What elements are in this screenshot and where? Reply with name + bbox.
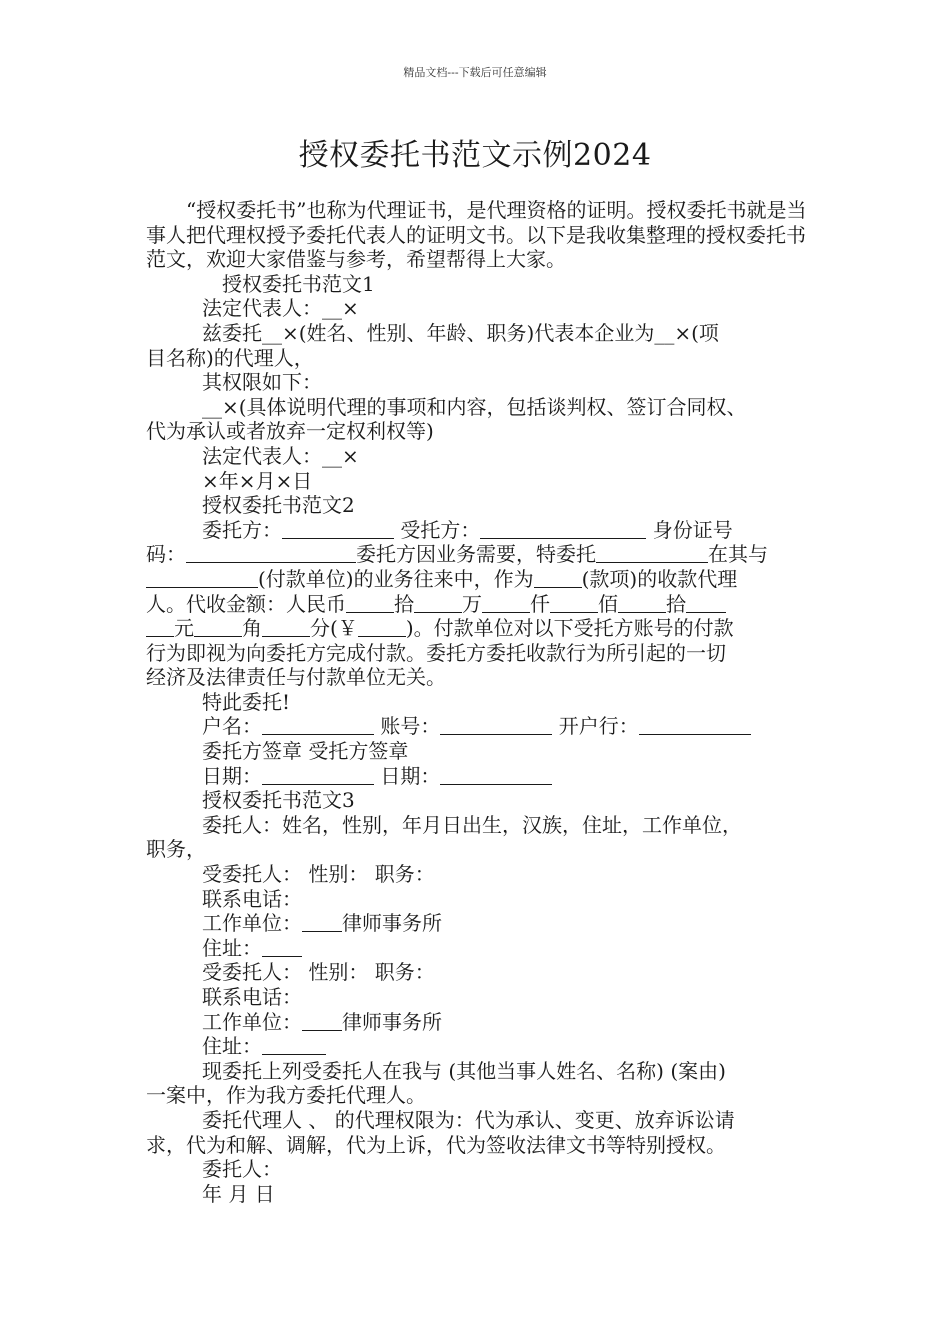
work-unit-line-2 <box>146 1010 814 1035</box>
section-3-heading: 授权委托书范文3 <box>202 788 355 813</box>
reason-line <box>146 542 814 567</box>
work-unit-label: 工作单位： <box>202 911 302 936</box>
principal-line-cont: 职务， <box>146 837 206 862</box>
document-title: 授权委托书范文示例2024 <box>298 138 652 173</box>
entrust-line: 现委托上列受委托人在我与 (其他当事人姓名、名称) (案由) <box>202 1058 726 1083</box>
in-with-text: 在其与 <box>708 542 768 567</box>
principal-blank[interactable] <box>282 520 394 539</box>
amount-blank[interactable] <box>414 594 462 613</box>
amount-line <box>146 592 814 617</box>
agent-line: 受委托人： 性别： 职务： <box>202 862 435 887</box>
amount-line-cont <box>146 616 814 641</box>
amount-blank[interactable] <box>262 618 310 637</box>
reason-text: 委托方因业务需要，特委托 <box>356 542 596 567</box>
phone-line-2: 联系电话： <box>202 985 302 1009</box>
amount-blank[interactable] <box>146 618 174 637</box>
account-no-blank[interactable] <box>440 716 552 735</box>
law-firm-text: 律师事务所 <box>342 911 442 936</box>
work-unit-blank-2[interactable] <box>302 1012 342 1031</box>
delegation-line: 兹委托__×(姓名、性别、年龄、职务)代表本企业为__×(项 <box>202 320 719 345</box>
legal-rep-signature: 法定代表人：__× <box>202 443 359 468</box>
work-unit-blank[interactable] <box>302 913 342 932</box>
unit-jiao: 角 <box>242 616 262 641</box>
law-firm-text-2: 律师事务所 <box>342 1009 442 1034</box>
payment-line: 行为即视为向委托方完成付款。委托方委托收款行为所引起的一切 <box>146 640 726 665</box>
work-unit-line <box>146 911 814 936</box>
principal-signature: 委托人： <box>202 1157 282 1182</box>
id-number-label-cont: 码： <box>146 542 186 567</box>
id-number-blank[interactable] <box>186 544 356 563</box>
scope-line-cont: 代为承认或者放弃一定权利权等) <box>146 419 434 444</box>
unit-fen: 分(￥ <box>310 616 358 641</box>
delegation-line-cont: 目名称)的代理人， <box>146 345 314 370</box>
address-blank-2[interactable] <box>262 1036 326 1055</box>
account-no-label: 账号： <box>380 714 441 739</box>
payer-text: (付款单位)的业务往来中，作为 <box>258 566 534 591</box>
seals-line: 委托方签章 受托方签章 <box>202 739 409 764</box>
intro-paragraph: “授权委托书”也称为代理证书，是代理资格的证明。授权委托书就是当事人把代理权授予委托代表人的证明文书。以下是我收集整理的授权委托书范文，欢迎大家借鉴与参考，希望帮得上大家。 <box>146 198 807 272</box>
authority-line-cont: 求，代为和解、调解，代为上诉，代为签收法律文书等特别授权。 <box>146 1132 726 1157</box>
address-blank[interactable] <box>262 938 302 957</box>
page-header-note: 精品文档---下载后可任意编辑 <box>403 66 547 79</box>
principal-label: 委托方： <box>202 517 282 542</box>
scope-line: __×(具体说明代理的事项和内容，包括谈判权、签订合同权、 <box>202 394 747 419</box>
amount-total-blank[interactable] <box>358 618 406 637</box>
work-unit-label-2: 工作单位： <box>202 1009 302 1034</box>
authority-line: 委托代理人 、 的代理权限为：代为承认、变更、放弃诉讼请 <box>202 1107 735 1132</box>
item-text: (款项)的收款代理 <box>581 566 738 591</box>
legal-rep-line: 法定代表人：__× <box>202 296 359 321</box>
unit-shi-2: 拾 <box>666 591 686 616</box>
unit-wan: 万 <box>462 591 482 616</box>
unit-yuan: 元 <box>174 616 194 641</box>
section-2-heading: 授权委托书范文2 <box>202 493 355 518</box>
scope-label: 其权限如下： <box>202 370 322 395</box>
amount-blank[interactable] <box>618 594 666 613</box>
section-1-heading: 授权委托书范文1 <box>222 271 375 296</box>
address-line-2 <box>146 1034 814 1059</box>
unit-qian: 仟 <box>530 591 550 616</box>
account-name-blank[interactable] <box>262 716 374 735</box>
amount-label: 人。代收金额：人民币 <box>146 591 346 616</box>
principal-line: 委托人：姓名，性别，年月日出生，汉族，住址，工作单位， <box>202 812 742 837</box>
hereby-line: 特此委托! <box>202 689 291 714</box>
payment-text: )。付款单位对以下受托方账号的付款 <box>405 616 734 641</box>
parties-line <box>146 518 814 543</box>
unit-bai: 佰 <box>598 591 618 616</box>
trustee-label: 受托方： <box>400 517 481 542</box>
amount-blank[interactable] <box>686 594 726 613</box>
amount-blank[interactable] <box>482 594 530 613</box>
address-label: 住址： <box>202 935 262 960</box>
unit-shi: 拾 <box>394 591 414 616</box>
item-blank[interactable] <box>534 569 582 588</box>
date-blank[interactable] <box>262 766 374 785</box>
document-body <box>146 198 814 1206</box>
address-line <box>146 936 814 961</box>
payer-line <box>146 567 814 592</box>
agent-blank[interactable] <box>596 544 708 563</box>
amount-blank[interactable] <box>194 618 242 637</box>
account-line <box>146 714 814 739</box>
liability-line: 经济及法律责任与付款单位无关。 <box>146 665 446 690</box>
agent-line-2: 受委托人： 性别： 职务： <box>202 960 435 985</box>
phone-line: 联系电话： <box>202 886 302 911</box>
date-blank-2[interactable] <box>440 766 552 785</box>
date-line: ×年×月×日 <box>202 468 313 493</box>
date-label-2: 日期： <box>380 763 441 788</box>
trustee-blank[interactable] <box>480 520 646 539</box>
amount-blank[interactable] <box>550 594 598 613</box>
payer-blank[interactable] <box>146 569 258 588</box>
entrust-line-cont: 一案中，作为我方委托代理人。 <box>146 1083 426 1108</box>
bank-label: 开户行： <box>558 714 639 739</box>
dates-line <box>146 764 814 789</box>
bank-blank[interactable] <box>639 716 751 735</box>
address-label-2: 住址： <box>202 1034 262 1059</box>
id-number-label: 身份证号 <box>652 517 733 542</box>
amount-blank[interactable] <box>346 594 394 613</box>
date-label: 日期： <box>202 763 262 788</box>
account-name-label: 户名： <box>202 714 262 739</box>
signature-date: 年 月 日 <box>202 1181 275 1206</box>
